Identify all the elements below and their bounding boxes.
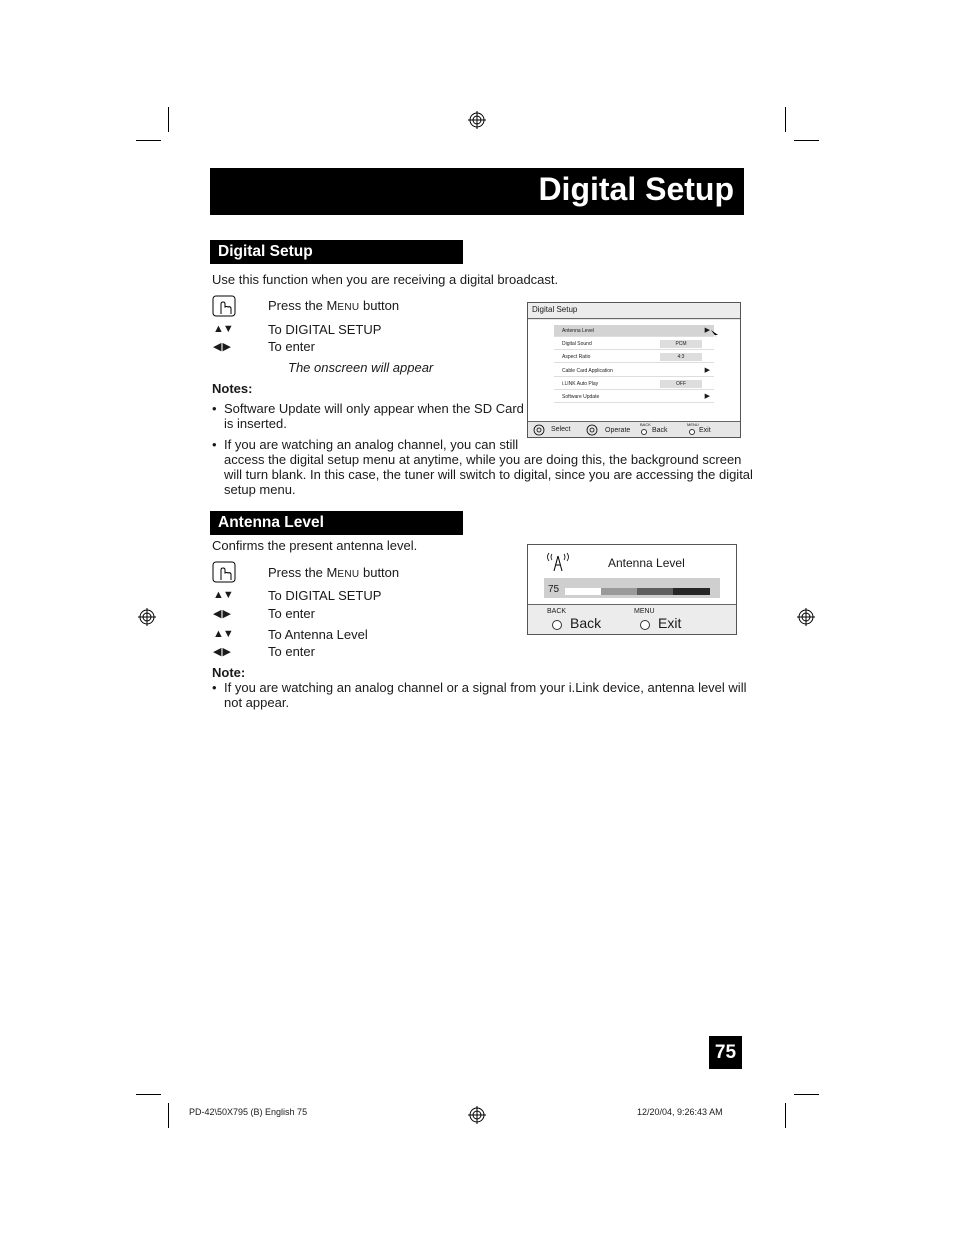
menu-item-aspect-ratio[interactable]: Aspect Ratio 4:3 (554, 351, 714, 363)
back-button-icon (641, 429, 647, 435)
screen-footer (528, 421, 740, 437)
section-heading-antenna-level: Antenna Level (210, 511, 463, 535)
exit-button-icon (689, 429, 695, 435)
step-to-enter: To enter (268, 339, 315, 354)
footer-select: Select (551, 426, 571, 433)
notes-label: Notes: (212, 381, 253, 396)
left-right-arrow-icon: ◀ ▶ (213, 608, 230, 620)
registration-target-icon (138, 608, 156, 626)
step-press-menu: Press the MENU button (268, 565, 400, 580)
digital-setup-screen (527, 302, 741, 438)
footer-back: Back (570, 615, 602, 631)
slug-right: 12/20/04, 9:26:43 AM (637, 1107, 723, 1117)
hand-press-icon (212, 294, 238, 320)
step-to-enter: To enter (268, 606, 315, 621)
section-intro: Confirms the present antenna level. (212, 538, 418, 553)
crop-mark (794, 140, 819, 141)
step-press-menu: Press the MENU button (268, 298, 400, 313)
step-to-antenna-level: To Antenna Level (268, 627, 368, 642)
footer-back-small: BACK (640, 422, 651, 427)
menu-item-ilink-auto-play[interactable]: i.LINK Auto Play OFF (554, 378, 714, 390)
exit-button-icon (640, 620, 650, 630)
footer-menu-small: MENU (634, 608, 655, 615)
left-right-arrow-icon: ◀ ▶ (213, 341, 230, 353)
screen-menu (528, 320, 740, 421)
menu-item-cable-card[interactable]: Cable Card Application ▶ (554, 365, 714, 377)
up-down-arrow-icon: ▲▼ (213, 589, 233, 601)
operate-pad-icon (586, 424, 598, 436)
onscreen-note: The onscreen will appear (288, 360, 434, 375)
page-title-bar (210, 168, 744, 215)
select-pad-icon (533, 424, 545, 436)
footer-exit: Exit (699, 427, 711, 434)
registration-target-icon (468, 111, 486, 129)
section-heading-digital-setup: Digital Setup (210, 240, 463, 264)
footer-operate: Operate (605, 427, 631, 434)
footer-menu-small: MENU (687, 422, 699, 427)
level-value: 75 (548, 584, 560, 595)
screen-footer (528, 604, 736, 634)
menu-item-software-update[interactable]: Software Update ▶ (554, 391, 714, 403)
crop-mark (785, 1103, 786, 1128)
crop-mark (136, 140, 161, 141)
step-to-digital-setup: To DIGITAL SETUP (268, 322, 382, 337)
crop-mark (794, 1094, 819, 1095)
registration-target-icon (468, 1106, 486, 1124)
antenna-level-title: Antenna Level (608, 556, 685, 570)
page-title: Digital Setup (538, 171, 734, 207)
level-bar-fill (601, 588, 710, 595)
section-intro: Use this function when you are receiving a digital broadcast. (212, 272, 559, 287)
crop-mark (136, 1094, 161, 1095)
crop-mark (168, 1103, 169, 1128)
left-right-arrow-icon: ◀ ▶ (213, 646, 230, 658)
screen-header: Digital Setup (528, 303, 740, 319)
note-label: Note: (212, 665, 246, 680)
menu-item-antenna-level[interactable]: Antenna Level ▶ (554, 325, 714, 337)
up-down-arrow-icon: ▲▼ (213, 323, 233, 335)
footer-back-small: BACK (547, 608, 567, 615)
footer-exit: Exit (658, 615, 682, 631)
pointer-icon (711, 330, 719, 338)
step-to-enter: To enter (268, 644, 315, 659)
page-number: 75 (709, 1036, 742, 1069)
back-button-icon (552, 620, 562, 630)
registration-target-icon (797, 608, 815, 626)
antenna-icon (545, 552, 571, 572)
crop-mark (168, 107, 169, 132)
antenna-level-screen (527, 544, 737, 635)
footer-back: Back (652, 427, 668, 434)
crop-mark (785, 107, 786, 132)
up-down-arrow-icon: ▲▼ (213, 628, 233, 640)
step-to-digital-setup: To DIGITAL SETUP (268, 588, 382, 603)
menu-item-digital-sound[interactable]: Digital Sound PCM (554, 338, 714, 350)
level-panel (544, 578, 720, 598)
hand-press-icon (212, 560, 238, 586)
level-bar (565, 588, 710, 595)
slug-left: PD-42\50X795 (B) English 75 (189, 1107, 308, 1117)
